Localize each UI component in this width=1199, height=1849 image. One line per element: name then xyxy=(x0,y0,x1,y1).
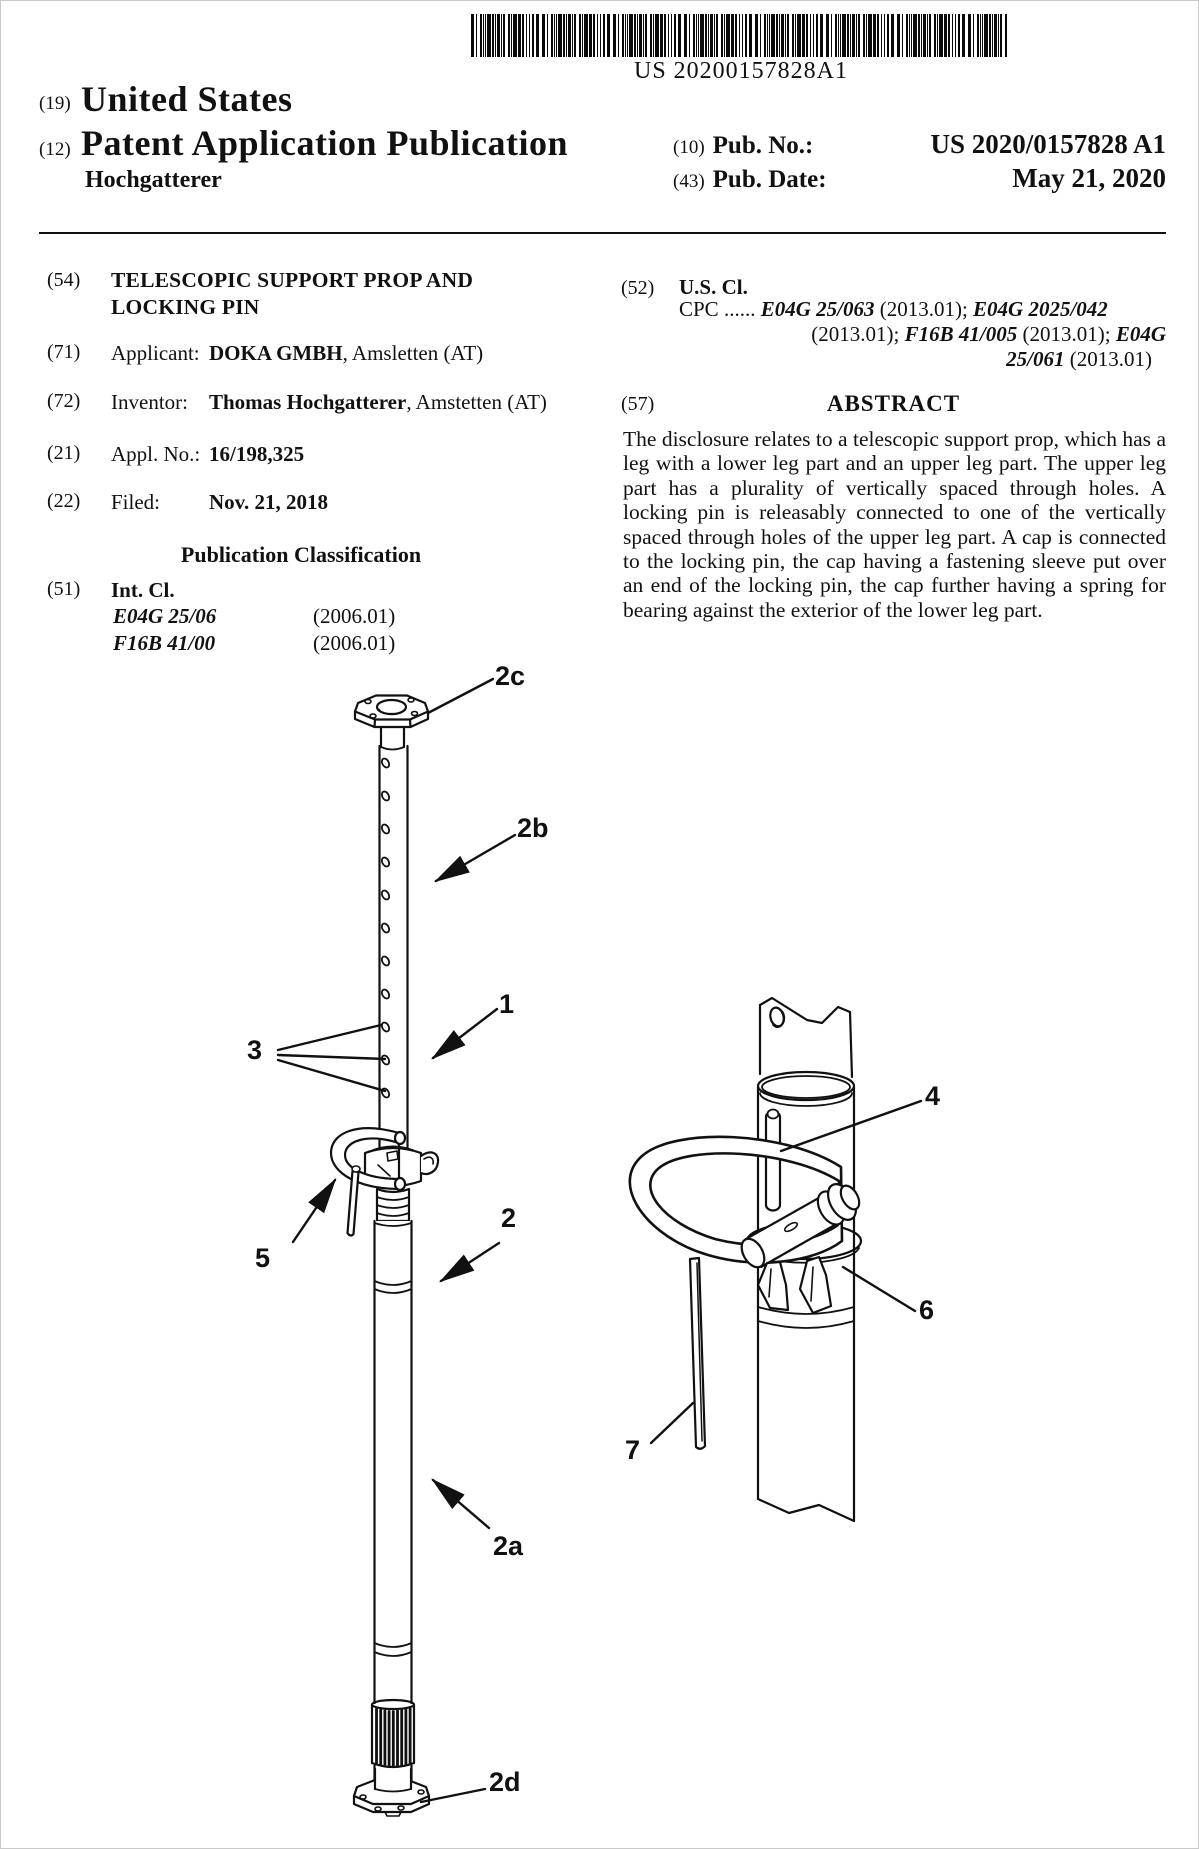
figure-label-5: 5 xyxy=(255,1243,271,1273)
pub-no-row xyxy=(673,129,1166,160)
hanging-pin xyxy=(348,1166,361,1236)
inventor-value xyxy=(209,390,547,415)
intcl-code: F16B 41/00 xyxy=(113,631,216,655)
doc-type-num: (12) xyxy=(39,139,71,160)
cap-fastener xyxy=(758,1257,831,1313)
top-plate xyxy=(355,696,428,750)
applicant-value xyxy=(209,341,483,366)
appl-no-num: (21) xyxy=(47,442,81,464)
abstract-text: The disclosure relates to a telescopic support prop, which has a leg with a lower leg part and an upper leg part. The upper leg part has a plurality of vertically spaced through holes. A locking pin is releasably connected to one of the vertically spaced through holes of the upper leg part. A cap is connected to the locking pin, the cap having a fastening sleeve put over an end of the locking pin, the cap further having a spring for bearing against the exterior of the lower leg part. xyxy=(623,427,1166,622)
cpc-code: E04G xyxy=(1115,322,1166,346)
locking-pin xyxy=(737,1179,863,1271)
figure-label-2: 2 xyxy=(501,1203,517,1233)
handle-loop xyxy=(331,1128,405,1190)
inventor-num: (72) xyxy=(47,390,81,412)
pin-slot xyxy=(766,1110,780,1211)
filed-value: Nov. 21, 2018 xyxy=(209,490,329,514)
cpc-text: (2013.01); xyxy=(811,322,905,346)
collar-ring xyxy=(747,1223,861,1263)
cpc-text: (2013.01); xyxy=(1017,322,1116,346)
figure-label-2d: 2d xyxy=(489,1767,521,1797)
intcl-year: (2006.01) xyxy=(313,631,396,655)
locking-collar xyxy=(365,1146,438,1186)
pub-date-value: May 21, 2020 xyxy=(1012,163,1166,193)
lower-tube xyxy=(375,1221,412,1787)
threaded-section xyxy=(377,1189,409,1221)
main-prop-leaders xyxy=(278,679,515,1802)
detail-hanging-pin xyxy=(690,1258,705,1449)
uscl-label: U.S. Cl. xyxy=(679,275,748,299)
pub-date-row xyxy=(673,163,1166,194)
knurled-grip xyxy=(372,1700,414,1767)
cpc-text: (2013.01) xyxy=(1064,347,1152,371)
intcl-table xyxy=(113,604,493,658)
through-holes xyxy=(380,757,390,1098)
pub-no-num: (10) xyxy=(673,137,705,158)
barcode xyxy=(471,14,1011,57)
applicant-name: DOKA GMBH xyxy=(209,341,343,365)
barcode-number: US 20200157828A1 xyxy=(633,58,848,84)
main-prop xyxy=(278,679,515,1816)
figure-label-1: 1 xyxy=(499,989,515,1019)
cpc-text: CPC ...... xyxy=(679,297,761,321)
cpc-code: F16B 41/005 xyxy=(904,322,1018,346)
figure-label-4: 4 xyxy=(925,1081,941,1111)
publication-classification-heading: Publication Classification xyxy=(180,542,422,567)
appl-no-label: Appl. No.: xyxy=(111,442,201,466)
uscl-num: (52) xyxy=(621,277,655,299)
country-num: (19) xyxy=(39,93,71,114)
cpc-line xyxy=(679,347,1166,372)
doc-type-title: Patent Application Publication xyxy=(81,123,569,163)
figure-label-2a: 2a xyxy=(493,1531,524,1561)
pub-no-label: Pub. No.: xyxy=(712,132,814,159)
cpc-text: (2013.01); xyxy=(874,297,974,321)
intcl-label: Int. Cl. xyxy=(111,578,175,602)
inventor-rest: , Amstetten (AT) xyxy=(406,390,547,414)
applicant-label: Applicant: xyxy=(111,341,200,365)
cpc-code: E04G 2025/042 xyxy=(973,297,1108,321)
cpc-line xyxy=(679,322,1166,347)
header-divider xyxy=(39,232,1166,234)
detail-view xyxy=(630,998,921,1521)
detail-handle-loop xyxy=(630,1137,842,1263)
figure-label-2c: 2c xyxy=(495,661,526,691)
country-title: United States xyxy=(81,79,293,119)
intcl-num: (51) xyxy=(47,578,81,600)
figure-label-3: 3 xyxy=(247,1035,263,1065)
figure-label-2b: 2b xyxy=(517,813,549,843)
invention-title: TELESCOPIC SUPPORT PROP AND LOCKING PIN xyxy=(111,268,474,319)
intcl-year: (2006.01) xyxy=(313,604,396,628)
author-surname: Hochgatterer xyxy=(85,167,222,193)
filed-num: (22) xyxy=(47,490,81,512)
abstract-num: (57) xyxy=(621,393,655,415)
detail-leaders xyxy=(651,1101,921,1443)
cpc-code: 25/061 xyxy=(1006,347,1065,371)
cpc-classification xyxy=(679,297,1166,372)
base-plate xyxy=(354,1769,429,1816)
pub-date-label: Pub. Date: xyxy=(712,166,827,193)
filed-label: Filed: xyxy=(111,490,161,514)
intcl-code: E04G 25/06 xyxy=(113,604,217,628)
cpc-code: E04G 25/063 xyxy=(760,297,875,321)
inventor-label: Inventor: xyxy=(111,390,188,414)
applicant-rest: , Amsletten (AT) xyxy=(342,341,484,365)
cpc-line xyxy=(679,297,1166,322)
inventor-name: Thomas Hochgatterer xyxy=(209,390,407,414)
figure-label-6: 6 xyxy=(919,1295,935,1325)
appl-no-value: 16/198,325 xyxy=(209,442,305,466)
figure-label-7: 7 xyxy=(625,1435,641,1465)
intcl-row xyxy=(113,631,493,658)
intcl-row xyxy=(113,604,493,631)
applicant-num: (71) xyxy=(47,341,81,363)
abstract-heading: ABSTRACT xyxy=(826,391,961,416)
title-num: (54) xyxy=(47,269,81,291)
pub-no-value: US 2020/0157828 A1 xyxy=(930,129,1166,159)
pub-date-num: (43) xyxy=(673,171,705,192)
upper-leg-cut xyxy=(760,998,852,1077)
